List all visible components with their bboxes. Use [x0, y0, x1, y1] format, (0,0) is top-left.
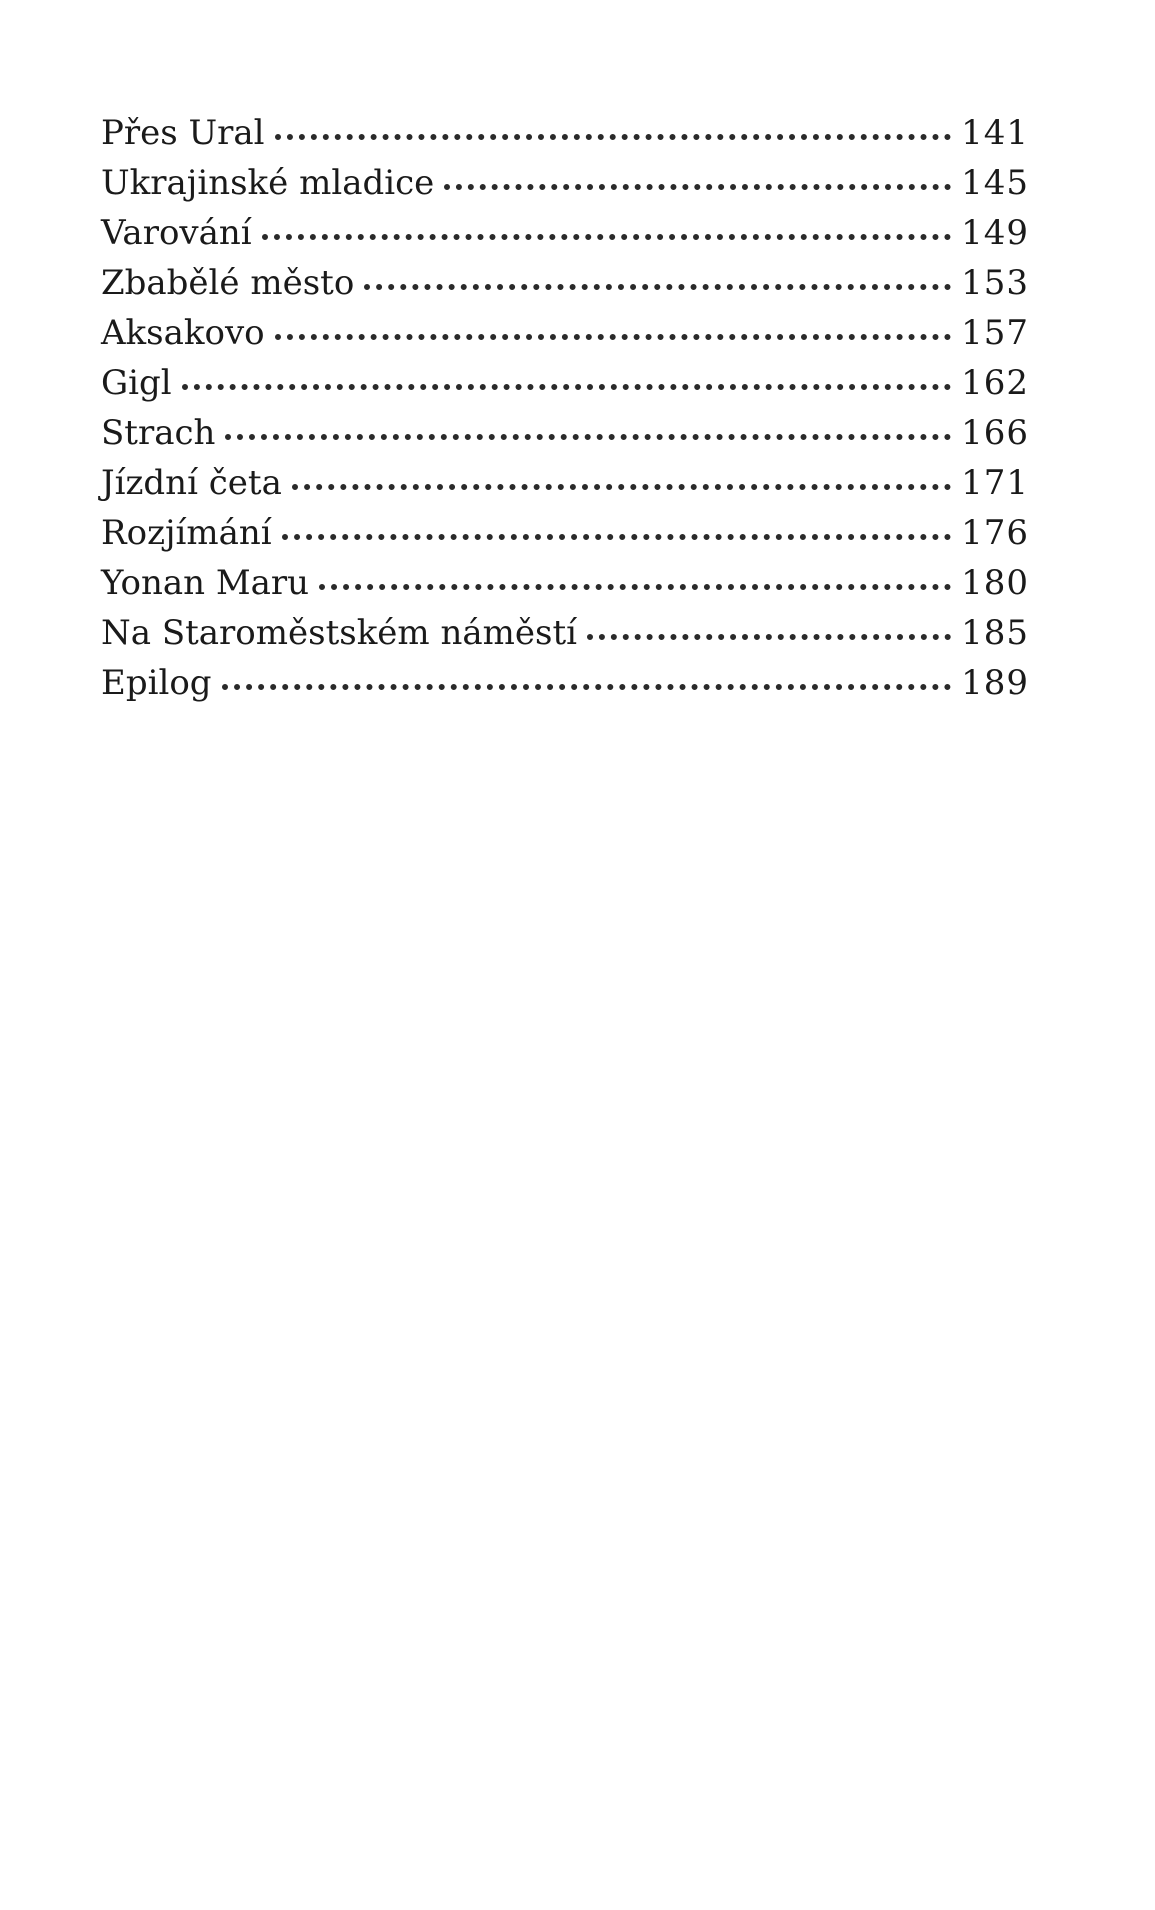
toc-entry — [101, 158, 1029, 208]
toc-entry-title: Aksakovo — [101, 313, 265, 353]
dot-leader — [292, 483, 951, 490]
toc-entry-page: 141 — [961, 113, 1029, 153]
toc-entry-page: 171 — [961, 463, 1029, 503]
dot-leader — [222, 683, 952, 690]
toc-entry — [101, 308, 1029, 358]
dot-leader — [275, 333, 951, 340]
toc-entry-page: 162 — [961, 363, 1029, 403]
toc-entry-title: Jízdní četa — [101, 463, 282, 503]
toc-entry-title: Yonan Maru — [101, 563, 310, 603]
toc-entry-title: Rozjímání — [101, 513, 272, 553]
toc-entry-title: Na Staroměstském náměstí — [101, 613, 577, 653]
toc-entry-page: 149 — [961, 213, 1029, 253]
toc-entry-title: Varování — [101, 213, 252, 253]
dot-leader — [225, 433, 951, 440]
toc-entry-page: 166 — [961, 413, 1029, 453]
toc-entry — [101, 258, 1029, 308]
dot-leader — [319, 583, 951, 590]
toc-entry-page: 153 — [961, 263, 1029, 303]
toc-entry-page: 189 — [961, 663, 1029, 703]
toc-entry-page: 185 — [961, 613, 1029, 653]
toc-entry — [101, 458, 1029, 508]
toc-entry-title: Epilog — [101, 663, 212, 703]
toc-entry — [101, 108, 1029, 158]
toc-entry — [101, 608, 1029, 658]
toc-entry-title: Ukrajinské mladice — [101, 163, 435, 203]
toc-entry-title: Strach — [101, 413, 216, 453]
toc-entry — [101, 208, 1029, 258]
toc-entry — [101, 558, 1029, 608]
toc-entry-title: Gigl — [101, 363, 172, 403]
toc-entry — [101, 408, 1029, 458]
dot-leader — [275, 133, 952, 140]
toc-entry — [101, 508, 1029, 558]
toc-entry-title: Zbabělé město — [101, 263, 355, 303]
dot-leader — [444, 183, 951, 190]
toc-entry-page: 176 — [961, 513, 1029, 553]
toc-entry — [101, 658, 1029, 708]
toc-entry-page: 157 — [961, 313, 1029, 353]
table-of-contents — [101, 108, 1029, 708]
toc-entry-page: 145 — [961, 163, 1029, 203]
toc-entry — [101, 358, 1029, 408]
toc-entry-page: 180 — [961, 563, 1029, 603]
dot-leader — [262, 233, 951, 240]
dot-leader — [364, 283, 951, 290]
dot-leader — [587, 633, 951, 640]
dot-leader — [182, 383, 951, 390]
toc-entry-title: Přes Ural — [101, 113, 265, 153]
dot-leader — [282, 533, 951, 540]
